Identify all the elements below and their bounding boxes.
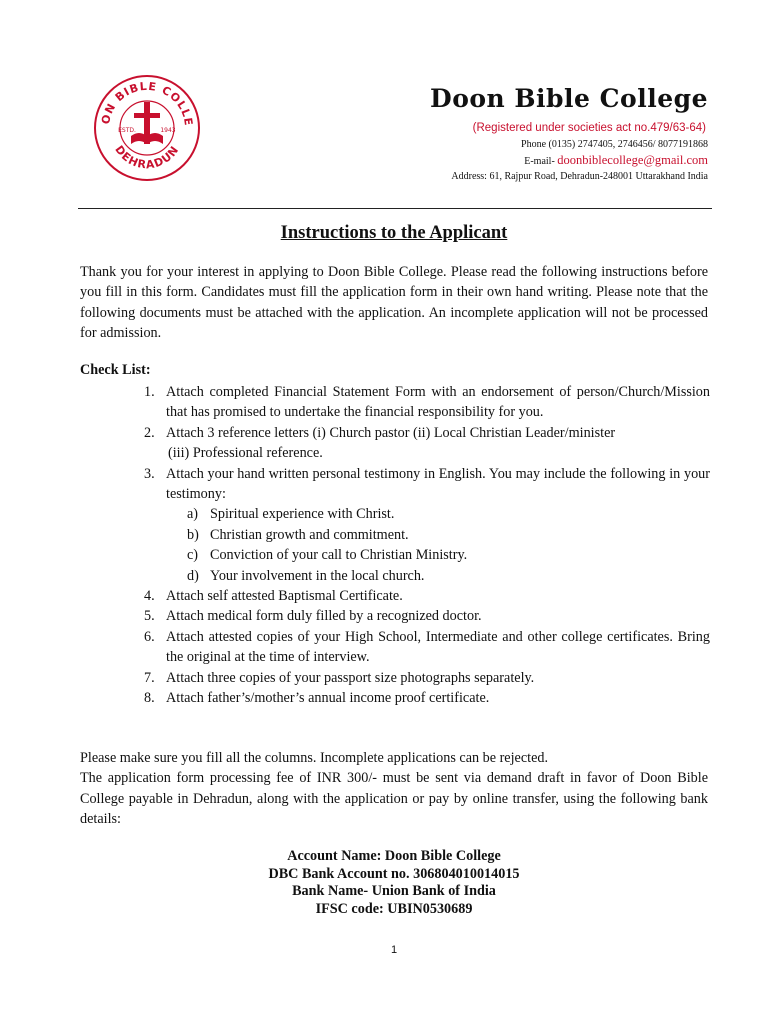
checklist-item-2 — [80, 423, 710, 464]
intro-paragraph: Thank you for your interest in applying to Doon Bible College. Please read the following instructions before you fill in this form. Candidates must fill the application form in their own hand writing. Please note that the following documents must be attached with the application. An incomplete application will not be processed for admission. — [80, 264, 708, 342]
subitem-text: Christian growth and commitment. — [210, 526, 409, 543]
subitem-letter: c) — [187, 547, 199, 564]
email-label: E-mail- — [524, 156, 555, 167]
subitem-text: Conviction of your call to Christian Ministry. — [210, 547, 468, 564]
subitem-letter: b) — [187, 526, 199, 543]
checklist-subitem-b — [80, 525, 710, 545]
notes-line-2: The application form processing fee of INR 300/- must be sent via demand draft in favor of Doon Bible College payable in Dehradun, along with the application or pay by online transfer, using the following bank details: — [80, 770, 708, 828]
svg-text:DEHRADUN — [112, 143, 181, 171]
phone-text: Phone (0135) 2747405, 2746456/ 8077191868 — [521, 139, 708, 150]
email-line — [524, 153, 708, 168]
item-text: Attach self attested Baptismal Certificate. — [166, 588, 403, 605]
checklist-item-8 — [80, 688, 710, 708]
subitem-text: Spiritual experience with Christ. — [210, 506, 395, 523]
item-text: Attach your hand written personal testimony in English. You may include the following in your testimony: — [166, 465, 710, 503]
item-text: Attach three copies of your passport size photographs separately. — [166, 669, 535, 686]
checklist-subitem-c — [80, 545, 710, 565]
item-text: Attach medical form duly filled by a recognized doctor. — [166, 608, 482, 625]
item-number: 2. — [144, 424, 155, 441]
page-title: Instructions to the Applicant — [280, 223, 508, 243]
bank-account-name: Account Name: Doon Bible College — [287, 848, 501, 864]
item-number: 5. — [144, 608, 155, 625]
bank-ifsc: IFSC code: UBIN0530689 — [315, 900, 473, 917]
registration-text: (Registered under societies act no.479/63-64) — [472, 122, 706, 134]
subitem-text: Your involvement in the local church. — [210, 567, 425, 584]
seal-estd: ESTD. — [118, 127, 136, 134]
checklist-subitem-a — [80, 504, 710, 524]
checklist-item-3 — [80, 464, 710, 505]
item-text: Attach completed Financial Statement Form with an endorsement of person/Church/Mission that has promised to undertake the financial responsibility for you. — [166, 384, 710, 421]
item-number: 7. — [144, 669, 155, 686]
checklist-item-5 — [80, 606, 710, 626]
item-number: 6. — [144, 628, 155, 645]
item-number: 1. — [144, 384, 155, 400]
seal-text-bottom: DEHRADUN — [112, 143, 182, 172]
email-link[interactable]: doonbiblecollege@gmail.com — [557, 153, 708, 167]
checklist-item-1 — [80, 382, 710, 423]
item-text: Attach attested copies of your High School, Intermediate and other college certificates. Bring the original at the time of interview. — [166, 628, 710, 666]
item-text: Attach father’s/mother’s annual income proof certificate. — [166, 690, 490, 707]
item-number: 8. — [144, 690, 155, 707]
college-name: Doon Bible College — [430, 84, 708, 113]
item-text: Attach 3 reference letters (i) Church pastor (ii) Local Christian Leader/minister — [166, 424, 616, 441]
checklist-item-7 — [80, 668, 710, 688]
header-divider — [78, 208, 712, 209]
seal-icon — [93, 66, 201, 190]
seal-text-top: ON BIBLE COLLE — [99, 79, 196, 128]
seal-year: 1943 — [160, 127, 176, 134]
checklist-subitem-d — [80, 566, 710, 586]
item-number: 4. — [144, 588, 155, 605]
subitem-letter: a) — [187, 506, 199, 523]
bank-account-number: DBC Bank Account no. 306804010014015 — [268, 865, 520, 882]
notes-line-1: Please make sure you fill all the columns. Incomplete applications can be rejected. — [80, 750, 549, 766]
checklist-item-6 — [80, 627, 710, 668]
checklist — [80, 382, 710, 709]
bank-details — [0, 848, 770, 918]
notes-section — [80, 748, 708, 830]
bank-name: Bank Name- Union Bank of India — [292, 883, 496, 899]
item-text-continued: (iii) Professional reference. — [168, 445, 323, 462]
subitem-letter: d) — [187, 567, 199, 584]
address-text: Address: 61, Rajpur Road, Dehradun-248001 Uttarakhand India — [451, 171, 708, 182]
item-number: 3. — [144, 465, 155, 482]
checklist-item-4 — [80, 586, 710, 606]
page-number: 1 — [390, 944, 398, 956]
checklist-label: Check List: — [80, 362, 151, 378]
college-seal — [93, 66, 201, 190]
